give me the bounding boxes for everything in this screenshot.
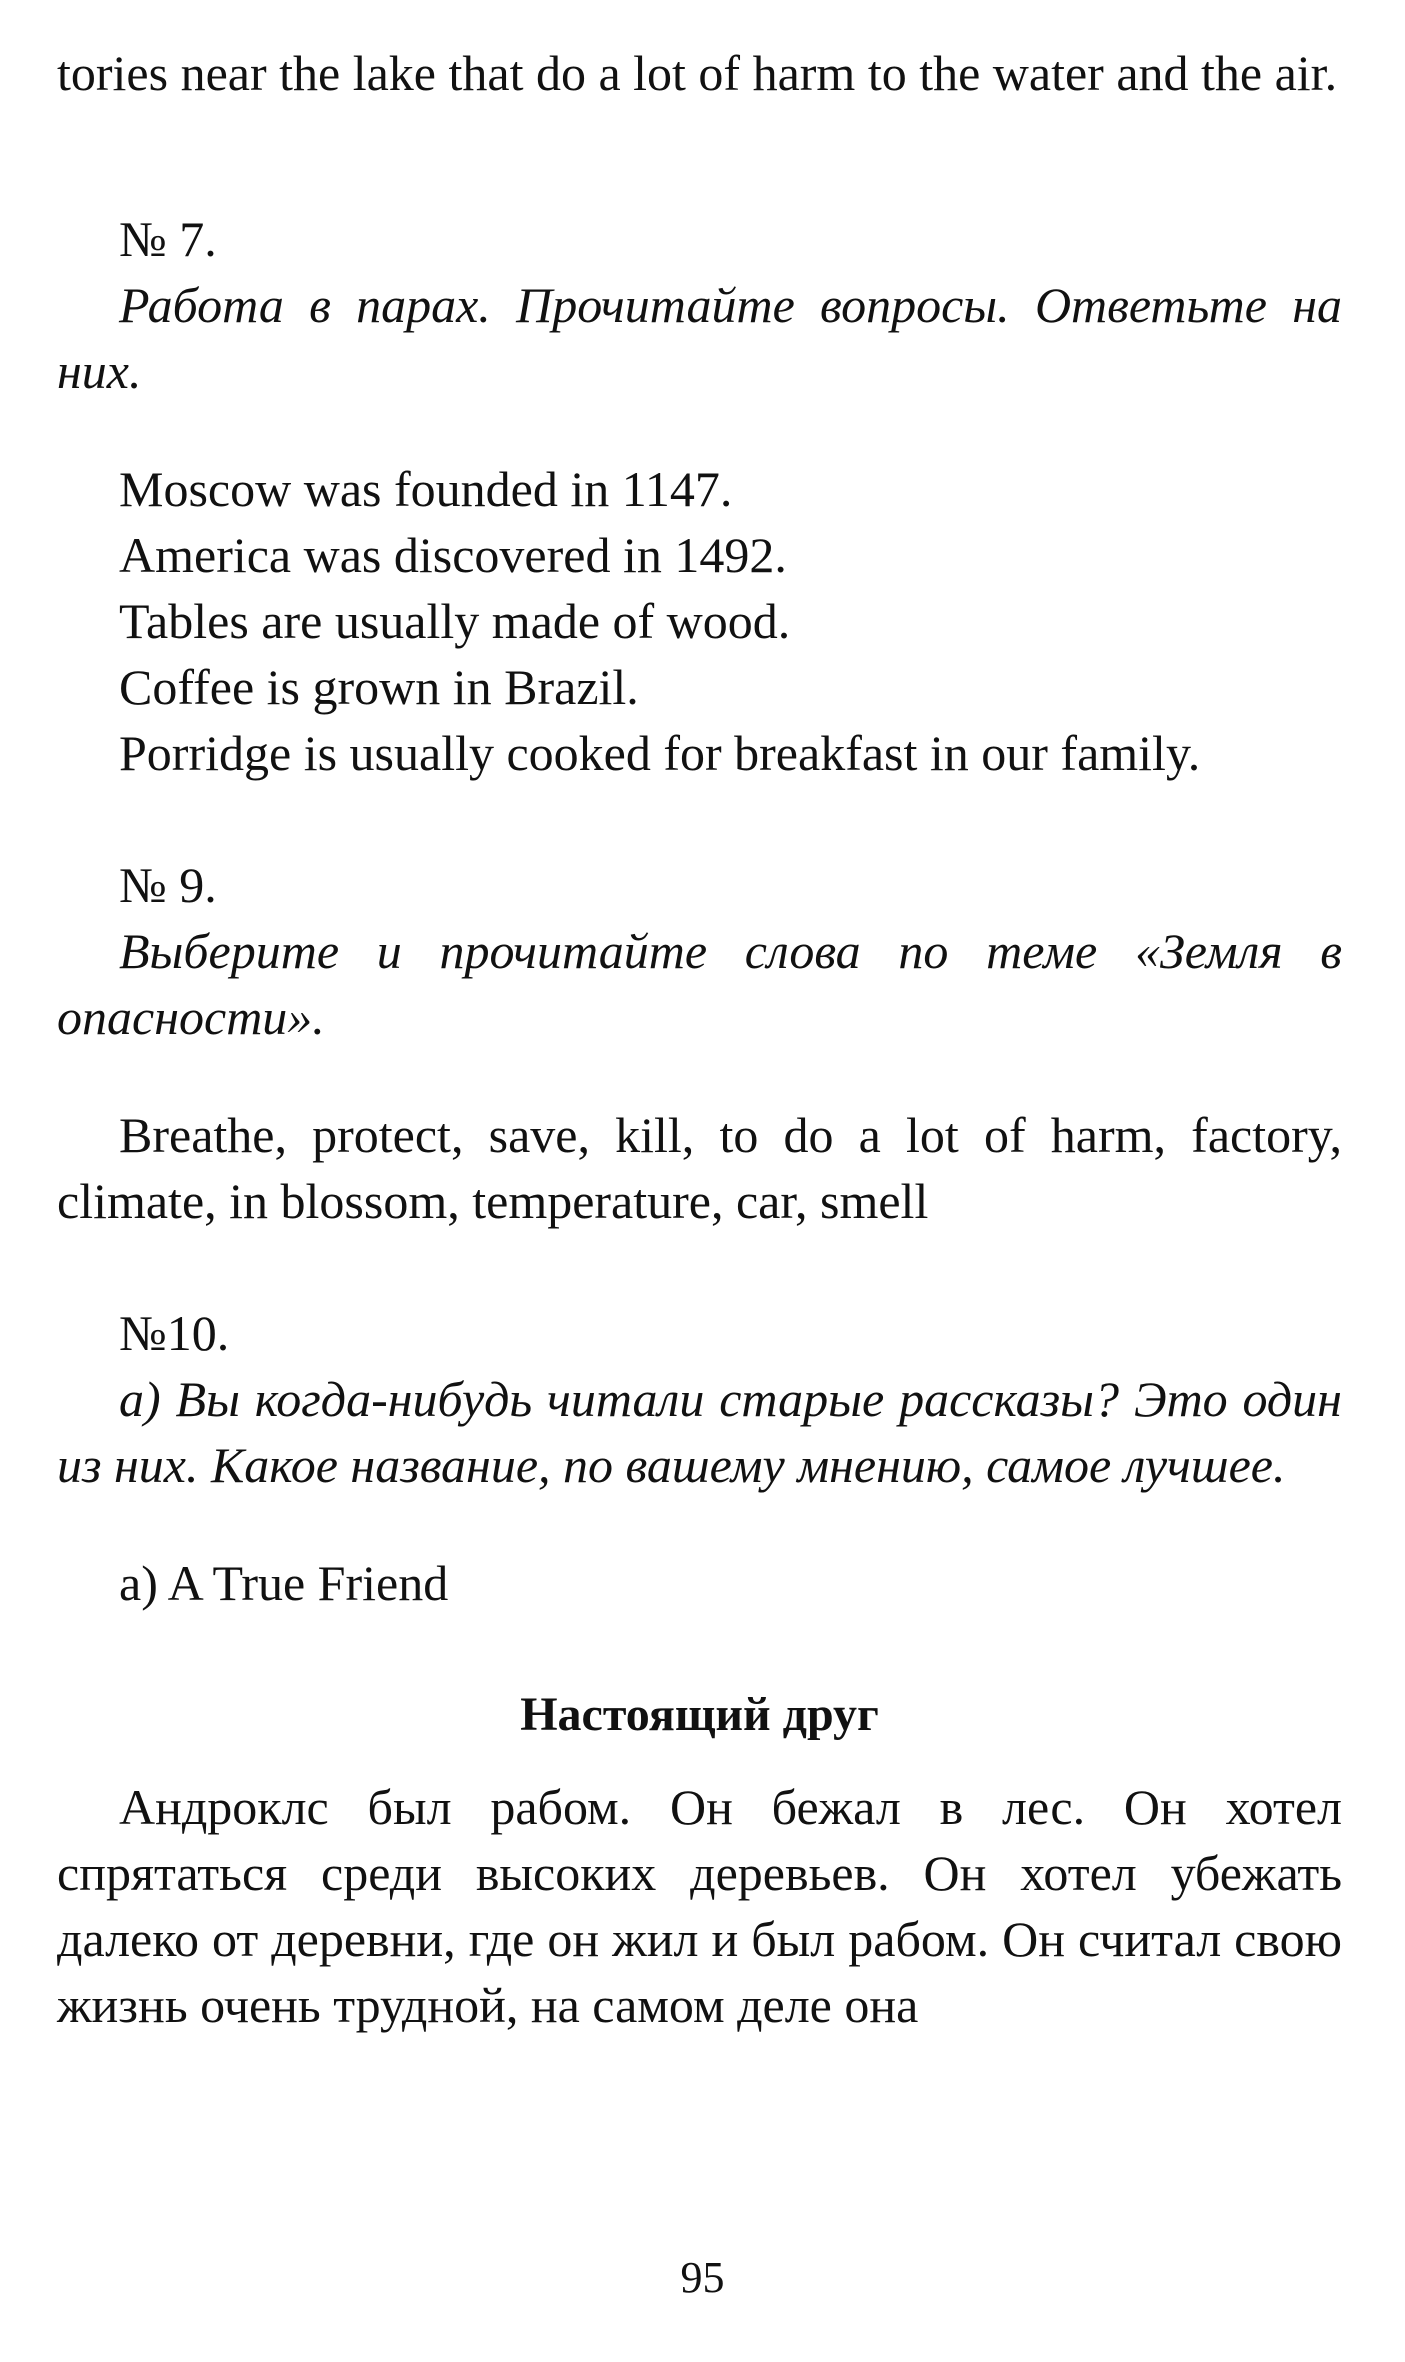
task-10-number: №10. <box>119 1305 230 1361</box>
list-item: Coffee is grown in Brazil. <box>119 659 639 715</box>
task-9-answer: Breathe, protect, save, kill, to do a lot of harm, factory, climate, in blossom, temperature, car, smell <box>57 1107 1342 1229</box>
task-10-answer: a) A True Friend <box>119 1555 449 1611</box>
task-9-instruction: Выберите и прочитайте слова по теме «Земля в опасности». <box>57 923 1342 1045</box>
story-paragraph: Андроклс был рабом. Он бежал в лес. Он хотел спрятаться среди высоких деревьев. Он хотел убежать далеко от деревни, где он жил и был рабом. Он считал свою жизнь очень трудной, на самом деле она <box>57 1779 1342 2033</box>
task-10-instruction: а) Вы когда-нибудь читали старые рассказы? Это один из них. Какое название, по вашему мнению, самое лучшее. <box>57 1371 1342 1493</box>
list-item: Porridge is usually cooked for breakfast in our family. <box>119 725 1201 781</box>
task-7-instruction: Работа в парах. Прочитайте вопросы. Ответьте на них. <box>57 277 1342 399</box>
page-number: 95 <box>680 2253 725 2302</box>
page-content <box>57 40 1342 2038</box>
list-item: America was discovered in 1492. <box>119 527 787 583</box>
task-9-number: № 9. <box>119 857 217 913</box>
task-7-number: № 7. <box>119 211 217 267</box>
intro-paragraph: tories near the lake that do a lot of harm to the water and the air. <box>57 45 1338 101</box>
list-item: Moscow was founded in 1147. <box>119 461 733 517</box>
task-7-answer-list <box>57 456 1342 786</box>
story-title: Настоящий друг <box>520 1688 879 1741</box>
list-item: Tables are usually made of wood. <box>119 593 791 649</box>
